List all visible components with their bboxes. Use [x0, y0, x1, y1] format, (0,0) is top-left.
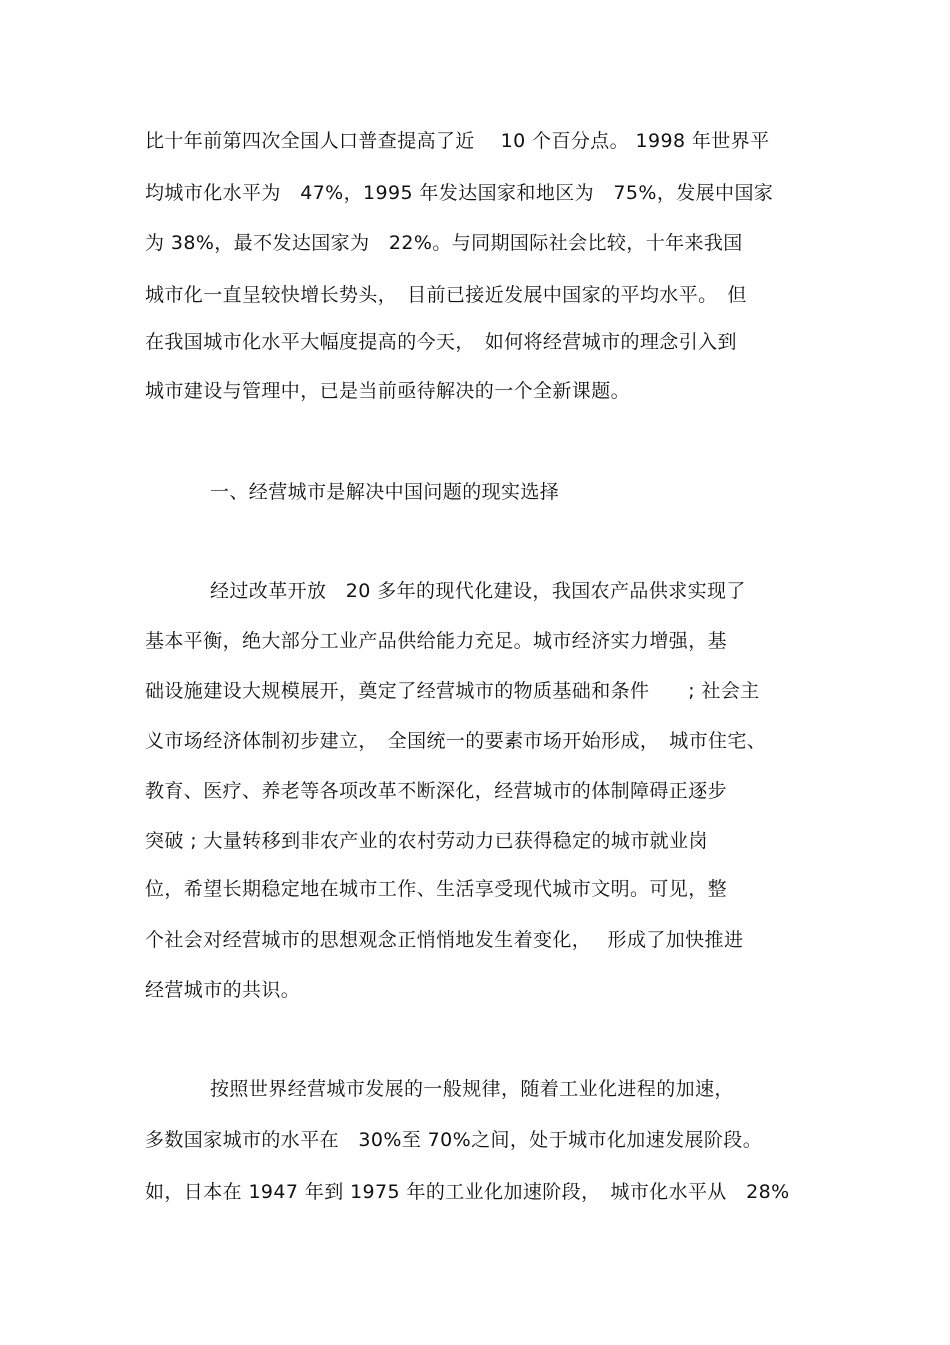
- paragraph-line: 为 38%，最不发达国家为 22%。与同期国际社会比较，十年来我国: [145, 232, 743, 254]
- paragraph-line: 位，希望长期稳定地在城市工作、生活享受现代城市文明。可见，整: [145, 878, 728, 900]
- paragraph-line: 比十年前第四次全国人口普查提高了近 10 个百分点。 1998 年世界平: [145, 130, 770, 152]
- paragraph-line: 城市建设与管理中，已是当前亟待解决的一个全新课题。: [145, 380, 631, 402]
- paragraph-line: 经过改革开放 20 多年的现代化建设，我国农产品供求实现了: [210, 580, 746, 602]
- paragraph-line: 教育、医疗、养老等各项改革不断深化，经营城市的体制障碍正逐步: [145, 780, 728, 802]
- paragraph-line: 城市化一直呈较快增长势头， 目前已接近发展中国家的平均水平。 但: [145, 284, 747, 306]
- paragraph-line: 突破 ; 大量转移到非农产业的农村劳动力已获得稳定的城市就业岗: [145, 830, 708, 852]
- paragraph-line: 基本平衡，绝大部分工业产品供给能力充足。城市经济实力增强，基: [145, 630, 728, 652]
- paragraph-line: 按照世界经营城市发展的一般规律，随着工业化进程的加速，: [210, 1078, 734, 1100]
- paragraph-line: 在我国城市化水平大幅度提高的今天， 如何将经营城市的理念引入到: [145, 331, 737, 353]
- paragraph-line: 义市场经济体制初步建立， 全国统一的要素市场开始形成， 城市住宅、: [145, 730, 767, 752]
- paragraph-line: 如，日本在 1947 年到 1975 年的工业化加速阶段， 城市化水平从 28%: [145, 1181, 790, 1203]
- paragraph-line: 个社会对经营城市的思想观念正悄悄地发生着变化， 形成了加快推进: [145, 929, 744, 951]
- paragraph-line: 经营城市的共识。: [145, 979, 301, 1001]
- section-heading: 一、经营城市是解决中国问题的现实选择: [210, 481, 560, 503]
- paragraph-line: 础设施建设大规模展开，奠定了经营城市的物质基础和条件 ; 社会主: [145, 680, 760, 702]
- paragraph-line: 多数国家城市的水平在 30%至 70%之间，处于城市化加速发展阶段。: [145, 1129, 763, 1151]
- paragraph-line: 均城市化水平为 47%，1995 年发达国家和地区为 75%，发展中国家: [145, 182, 774, 204]
